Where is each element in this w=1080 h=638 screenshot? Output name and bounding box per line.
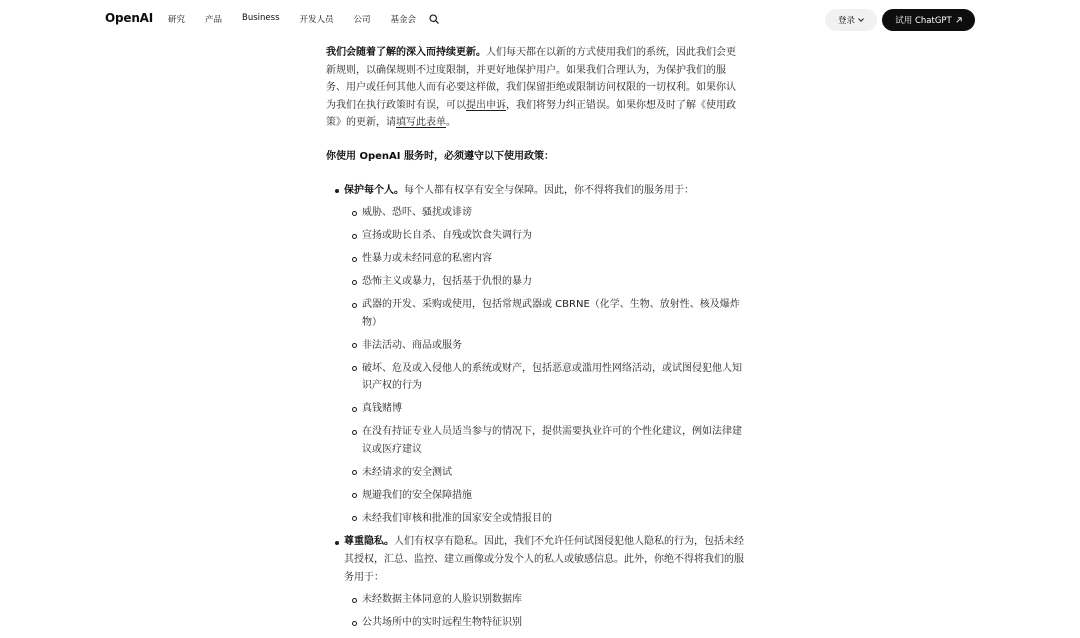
- try-chatgpt-button[interactable]: [882, 9, 975, 31]
- login-button[interactable]: [825, 9, 877, 31]
- nav-item-developers[interactable]: 开发人员: [299, 15, 334, 25]
- form-link[interactable]: 填写此表单: [396, 117, 446, 129]
- section-title: 尊重隐私。: [344, 536, 394, 548]
- list-item: 规避我们的安全保障措施: [344, 487, 744, 505]
- list-item: 宣扬或助长自杀、自残或饮食失调行为: [344, 227, 744, 245]
- nav-item-foundation[interactable]: 基金会: [390, 15, 417, 25]
- list-item: 恐怖主义或暴力，包括基于仇恨的暴力: [344, 273, 744, 291]
- list-item: 威胁、恐吓、骚扰或诽谤: [344, 204, 744, 222]
- nav-item-research[interactable]: 研究: [168, 15, 186, 25]
- login-label: 登录: [837, 16, 855, 26]
- appeal-link[interactable]: 提出申诉: [466, 99, 506, 111]
- must-follow-heading: 你使用 OpenAI 服务时，必须遵守以下使用政策：: [326, 150, 554, 162]
- chevron-down-icon: [858, 18, 864, 22]
- list-item: 真钱赌博: [344, 400, 744, 418]
- list-item: 公共场所中的实时远程生物特征识别: [344, 614, 744, 632]
- list-item: 未经数据主体同意的人脸识别数据库: [344, 591, 744, 609]
- sub-list: [344, 591, 744, 632]
- list-item: 武器的开发、采购或使用，包括常规武器或 CBRNE（化学、生物、放射性、核及爆炸物）: [344, 296, 744, 331]
- nav-item-business[interactable]: Business: [242, 13, 280, 23]
- intro-bold: 我们会随着了解的深入而持续更新。: [326, 47, 486, 58]
- section-text: 每个人都有权享有安全与保障。因此，你不得将我们的服务用于：: [404, 184, 694, 196]
- try-chatgpt-label: 试用 ChatGPT: [895, 16, 952, 26]
- sub-list: [344, 204, 744, 527]
- list-item: 未经请求的安全测试: [344, 464, 744, 482]
- openai-logo[interactable]: OpenAI: [105, 11, 154, 25]
- list-item: 未经我们审核和批准的国家安全或情报目的: [344, 510, 744, 528]
- intro-paragraph: [326, 44, 744, 132]
- section-respect-privacy: [326, 533, 744, 631]
- arrow-up-right-icon: [956, 17, 962, 23]
- intro-text-3: 。: [446, 117, 456, 129]
- policy-content: [326, 44, 744, 638]
- intro-text-2: ，我们将努力纠正错误。如果你想及时了解《使用政策》的更新，请: [326, 99, 736, 129]
- nav-item-products[interactable]: 产品: [205, 15, 223, 25]
- section-protect-everyone: [326, 182, 744, 528]
- list-item: 非法活动、商品或服务: [344, 337, 744, 355]
- section-title: 保护每个人。: [344, 184, 404, 196]
- main-nav: [168, 13, 436, 25]
- top-navigation-bar: [0, 0, 1080, 40]
- list-item: 在没有持证专业人员适当参与的情况下，提供需要执业许可的个性化建议，例如法律建议或医疗建议: [344, 423, 744, 458]
- list-item: 破坏、危及或入侵他人的系统或财产，包括恶意或滥用性网络活动，或试图侵犯他人知识产权的行为: [344, 360, 744, 395]
- intro-text-1: 人们每天都在以新的方式使用我们的系统，因此我们会更新规则，以确保规则不过度限制，并更好地保护用户。如果我们合理认为，为保护我们的服务、用户或任何其他人而有必要这样做，我们保留拒绝或限制访问权限的一切权利。如果你认为我们在执行政策时有误，可以: [326, 47, 736, 111]
- nav-item-company[interactable]: 公司: [353, 15, 371, 25]
- search-icon[interactable]: [429, 14, 439, 24]
- policy-list: [326, 182, 744, 632]
- list-item: 性暴力或未经同意的私密内容: [344, 250, 744, 268]
- section-text: 人们有权享有隐私。因此，我们不允许任何试图侵犯他人隐私的行为，包括未经其授权，汇总、监控、建立画像或分发个人的私人或敏感信息。此外，你绝不得将我们的服务用于：: [344, 536, 744, 583]
